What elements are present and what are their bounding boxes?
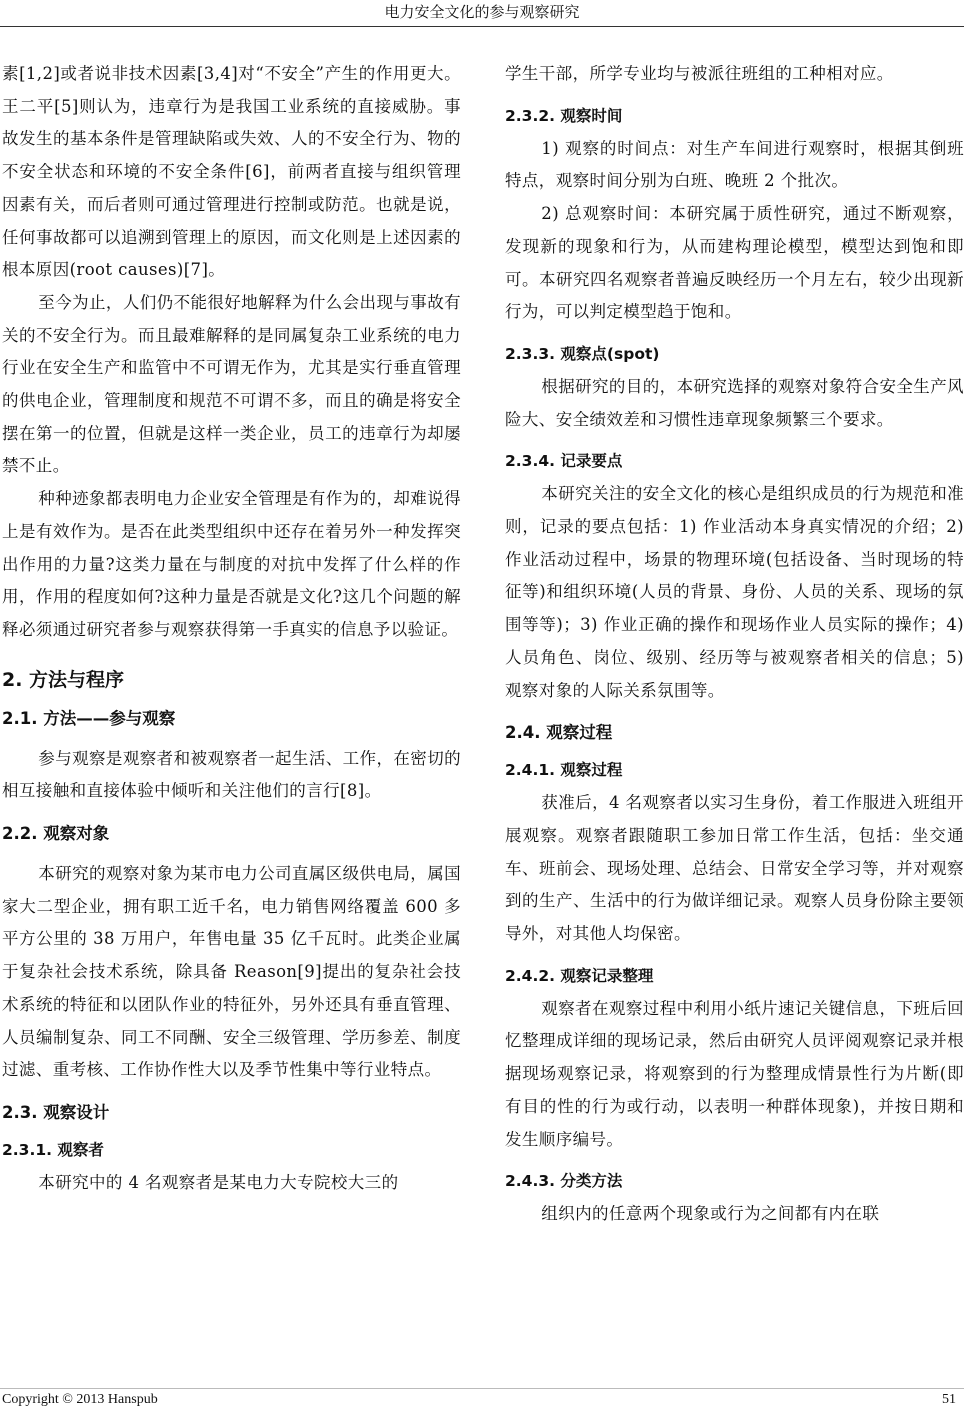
subsubsection-heading: 2.3.4. 记录要点 [505, 452, 623, 471]
subsection-heading: 2.4. 观察过程 [505, 723, 613, 743]
left-column [2, 58, 461, 1200]
subsubsection-heading: 2.3.3. 观察点(spot) [505, 344, 660, 363]
paragraph: 本研究中的 4 名观察者是某电力大专院校大三的 [38, 1172, 399, 1192]
page-number: 51 [942, 1392, 956, 1407]
running-header: 电力安全文化的参与观察研究 [384, 3, 580, 21]
subsubsection-heading: 2.4.2. 观察记录整理 [505, 966, 654, 985]
paragraph: 至今为止，人们仍不能很好地解释为什么会出现与事故有关的不安全行为。而且最难解释的是同属复杂工业系统的电力行业在安全生产和监管中不可谓无作为，尤其是实行垂直管理的供电企业，管理制度和规范不可谓不多，而且的确是将安全摆在第一的位置，但就是这样一类企业，员工的违章行为却屡禁不止。 [2, 292, 461, 476]
paragraph: 观察者在观察过程中利用小纸片速记关键信息，下班后回忆整理成详细的现场记录，然后由研究人员评阅观察记录并根据现场观察记录，将观察到的行为整理成情景性行为片断(即有目的性的行为或行动，以表明一种群体现象)，并按日期和发生顺序编号。 [505, 998, 964, 1149]
subsubsection-heading: 2.3.2. 观察时间 [505, 106, 623, 125]
paragraph: 本研究关注的安全文化的核心是组织成员的行为规范和准则，记录的要点包括：1) 作业活动本身真实情况的介绍；2) 作业活动过程中，场景的物理环境(包括设备、当时现场的特征等)和组织环境(人员的背景、身份、人员的关系、现场的氛围等等)；3) 作业正确的操作和现场作业人员实际的操作；4) 人员角色、岗位、级别、经历等与被观察者相关的信息；5) 观察对象的人际关系氛围等。 [505, 484, 964, 700]
section-heading: 2. 方法与程序 [2, 668, 125, 691]
subsubsection-heading: 2.4.1. 观察过程 [505, 761, 623, 780]
subsubsection-heading: 2.4.3. 分类方法 [505, 1172, 623, 1191]
subsubsection-heading: 2.3.1. 观察者 [2, 1140, 104, 1159]
paragraph: 参与观察是观察者和被观察者一起生活、工作，在密切的相互接触和直接体验中倾听和关注他们的言行[8]。 [2, 748, 461, 801]
paragraph: 组织内的任意两个现象或行为之间都有内在联 [541, 1204, 880, 1224]
header-rule [0, 26, 964, 27]
subsection-heading: 2.3. 观察设计 [2, 1102, 110, 1122]
paragraph: 学生干部，所学专业均与被派往班组的工种相对应。 [505, 64, 894, 83]
paragraph: 根据研究的目的，本研究选择的观察对象符合安全生产风险大、安全绩效差和习惯性违章现象频繁三个要求。 [505, 376, 964, 429]
subsection-heading: 2.2. 观察对象 [2, 824, 110, 844]
copyright-notice: Copyright © 2013 Hanspub [2, 1392, 158, 1407]
paragraph: 种种迹象都表明电力企业安全管理是有作为的，却难说得上是有效作为。是否在此类型组织中还存在着另外一种发挥突出作用的力量?这类力量在与制度的对抗中发挥了什么样的作用，作用的程度如何?这种力量是否就是文化?这几个问题的解释必须通过研究者参与观察获得第一手真实的信息予以验证。 [2, 489, 461, 639]
footer-rule [0, 1388, 964, 1389]
paragraph: 本研究的观察对象为某市电力公司直属区级供电局，属国家大二型企业，拥有职工近千名，电力销售网络覆盖 600 多平方公里的 38 万用户，年售电量 35 亿千瓦时。此类企业属于复杂社会技术系统，除具备 Reason[9]提出的复杂社会技术系统的特征和以团队作业的特征外，另外还具有垂直管理、人员编制复杂、同工不同酬、安全三级管理、学历参差、制度过滤、重考核、工作协作性大以及季节性集中等行业特点。 [2, 864, 461, 1080]
subsection-heading: 2.1. 方法——参与观察 [2, 708, 176, 728]
paragraph: 素[1,2]或者说非技术因素[3,4]对“不安全”产生的作用更大。王二平[5]则认为，违章行为是我国工业系统的直接威胁。事故发生的基本条件是管理缺陷或失效、人的不安全行为、物的不安全状态和环境的不安全条件[6]，前两者直接与组织管理因素有关，而后者则可通过管理进行控制或防范。也就是说，任何事故都可以追溯到管理上的原因，而文化则是上述因素的根本原因(root causes)[7]。 [2, 64, 461, 280]
paragraph: 获准后，4 名观察者以实习生身份，着工作服进入班组开展观察。观察者跟随职工参加日常工作生活，包括：坐交通车、班前会、现场处理、总结会、日常安全学习等，并对观察到的生产、生活中的行为做详细记录。观察人员身份除主要领导外，对其他人均保密。 [505, 793, 964, 944]
paragraph: 1) 观察的时间点：对生产车间进行观察时，根据其倒班特点，观察时间分别为白班、晚班 2 个批次。 [505, 138, 964, 191]
paragraph: 2) 总观察时间：本研究属于质性研究，通过不断观察，发现新的现象和行为，从而建构理论模型，模型达到饱和即可。本研究四名观察者普遍反映经历一个月左右，较少出现新行为，可以判定模型趋于饱和。 [505, 204, 964, 322]
right-column [505, 58, 964, 1231]
